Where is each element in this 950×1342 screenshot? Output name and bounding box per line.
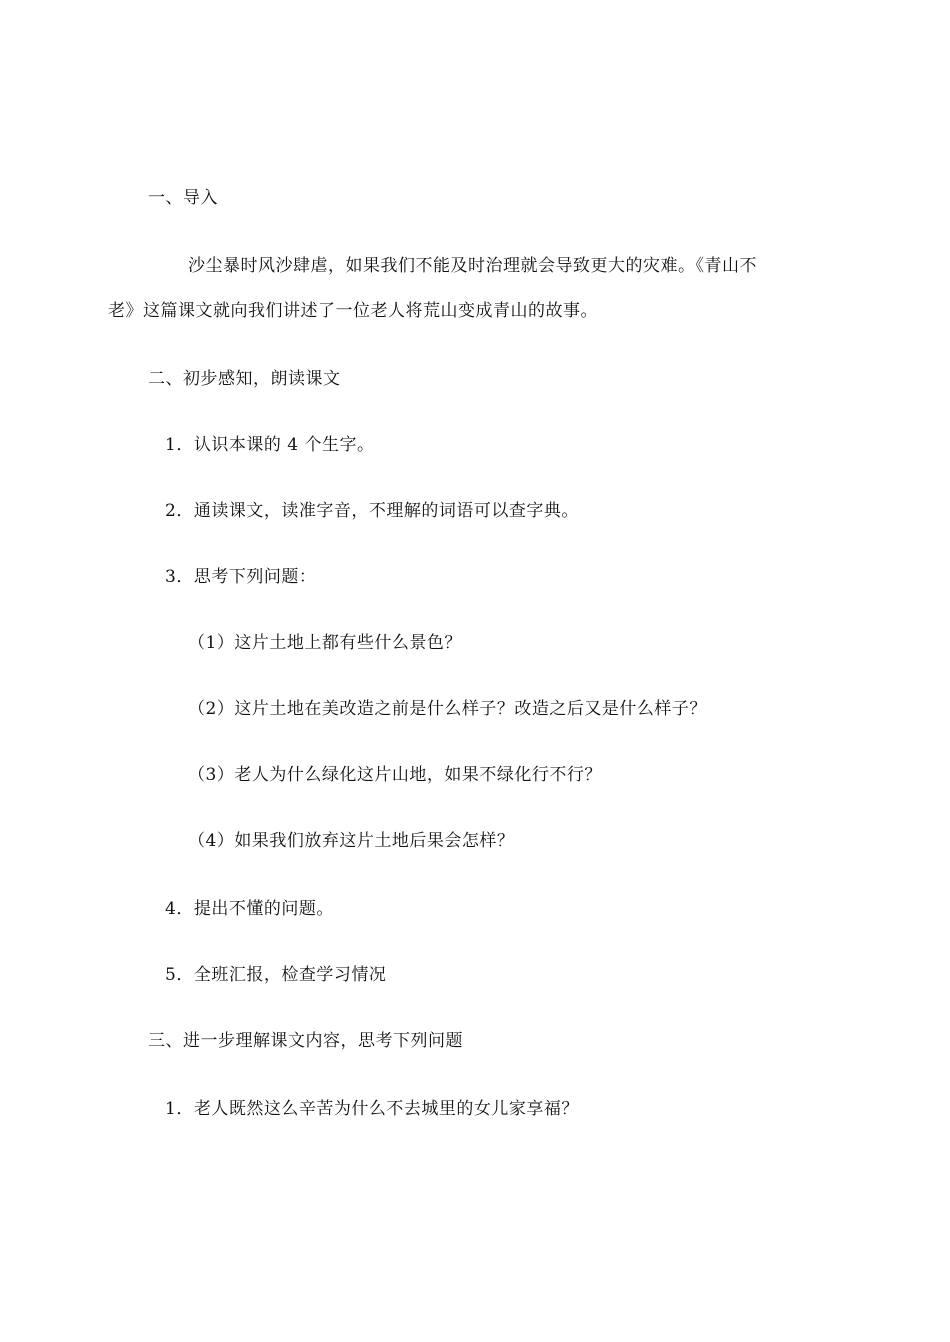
section-heading-reading: 二、初步感知，朗读课文 bbox=[148, 369, 341, 389]
sub-list-item: （2）这片土地在美改造之前是什么样子？改造之后又是什么样子？ bbox=[188, 699, 707, 719]
sub-list-item: （3）老人为什么绿化这片山地，如果不绿化行不行？ bbox=[188, 765, 602, 785]
list-item: 3．思考下列问题： bbox=[165, 567, 317, 587]
section-heading-intro: 一、导入 bbox=[148, 188, 218, 208]
list-item: 5．全班汇报，检查学习情况 bbox=[165, 965, 387, 985]
list-item: 4．提出不懂的问题。 bbox=[165, 899, 334, 919]
list-item: 2．通读课文，读准字音，不理解的词语可以查字典。 bbox=[165, 501, 579, 521]
intro-paragraph-line-2: 老》这篇课文就向我们讲述了一位老人将荒山变成青山的故事。 bbox=[108, 301, 598, 321]
list-item: 1．认识本课的 4 个生字。 bbox=[165, 435, 375, 455]
intro-paragraph-line-1: 沙尘暴时风沙肆虐，如果我们不能及时治理就会导致更大的灾难。《青山不 bbox=[188, 256, 757, 276]
section-heading-understanding: 三、进一步理解课文内容，思考下列问题 bbox=[148, 1031, 463, 1051]
sub-list-item: （4）如果我们放弃这片土地后果会怎样？ bbox=[188, 831, 515, 851]
list-item: 1．老人既然这么辛苦为什么不去城里的女儿家享福？ bbox=[165, 1099, 579, 1119]
sub-list-item: （1）这片土地上都有些什么景色？ bbox=[188, 633, 462, 653]
